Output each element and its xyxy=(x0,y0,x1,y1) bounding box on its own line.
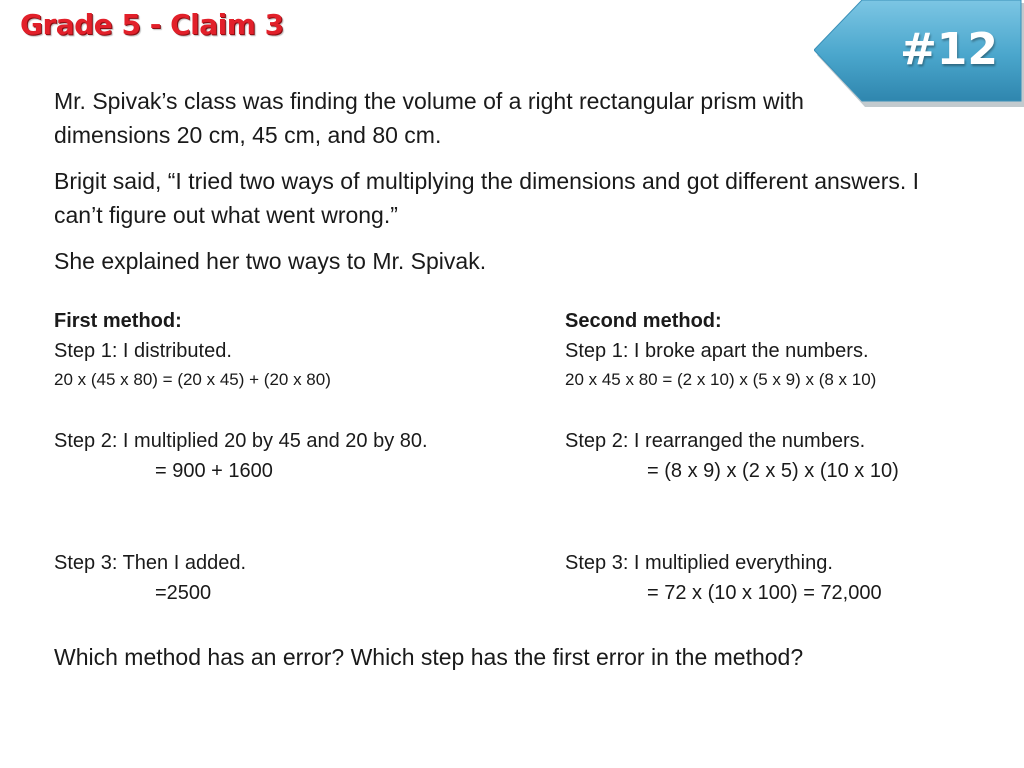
second-method-step1: Step 1: I broke apart the numbers. xyxy=(565,340,869,362)
first-method xyxy=(54,306,534,608)
second-method xyxy=(565,306,1005,608)
second-method-step3-equation: = 72 x (10 x 100) = 72,000 xyxy=(647,582,882,604)
second-method-step2: Step 2: I rearranged the numbers. xyxy=(565,430,866,452)
first-method-step2-equation: = 900 + 1600 xyxy=(155,460,273,482)
first-method-step1: Step 1: I distributed. xyxy=(54,340,232,362)
problem-number: #12 xyxy=(899,24,999,75)
second-method-step1-equation: 20 x 45 x 80 = (2 x 10) x (5 x 9) x (8 x 10) xyxy=(565,370,877,389)
question-prompt: Which method has an error? Which step has the first error in the method? xyxy=(54,644,804,670)
problem-paragraph-2: Brigit said, “I tried two ways of multiplying the dimensions and got different answers. I can’t figure out what went wrong.” xyxy=(54,168,920,228)
problem-paragraph-1: Mr. Spivak’s class was finding the volume of a right rectangular prism with dimensions 20 cm, 45 cm, and 80 cm. xyxy=(54,88,804,148)
slide-title: Grade 5 - Claim 3 xyxy=(20,8,284,41)
first-method-step2: Step 2: I multiplied 20 by 45 and 20 by 80. xyxy=(54,430,428,452)
second-method-step3: Step 3: I multiplied everything. xyxy=(565,552,833,574)
second-method-heading: Second method: xyxy=(565,310,722,332)
first-method-heading: First method: xyxy=(54,310,182,332)
first-method-step1-equation: 20 x (45 x 80) = (20 x 45) + (20 x 80) xyxy=(54,370,331,389)
first-method-step3: Step 3: Then I added. xyxy=(54,552,247,574)
second-method-step2-equation: = (8 x 9) x (2 x 5) x (10 x 10) xyxy=(647,460,899,482)
first-method-step3-equation: =2500 xyxy=(155,582,212,604)
problem-paragraph-3: She explained her two ways to Mr. Spivak. xyxy=(54,248,487,274)
